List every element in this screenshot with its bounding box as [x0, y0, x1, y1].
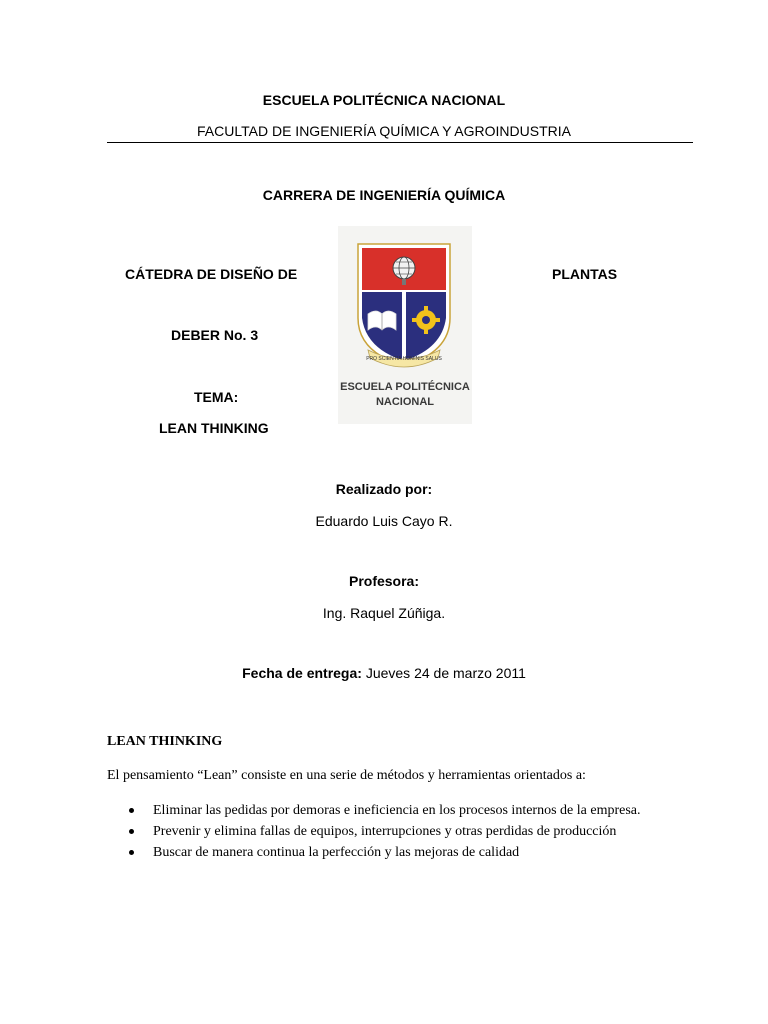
objectives-list — [126, 800, 661, 863]
header-divider — [107, 142, 693, 143]
author-label: Realizado por: — [335, 481, 433, 497]
list-item: Eliminar las pedidas por demoras e ineficiencia en los procesos internos de la empresa. — [126, 800, 661, 821]
bullet-icon — [129, 850, 134, 855]
logo-text-line1: ESCUELA POLITÉCNICA — [340, 381, 470, 393]
section-heading: LEAN THINKING — [107, 734, 223, 749]
list-item: Buscar de manera continua la perfección y las mejoras de calidad — [126, 842, 661, 863]
faculty-title: FACULTAD DE INGENIERÍA QUÍMICA Y AGROINDUSTRIA — [197, 123, 571, 139]
intro-paragraph: El pensamiento “Lean” consiste en una serie de métodos y herramientas orientados a: — [107, 768, 586, 783]
topic-label: TEMA: — [194, 389, 239, 405]
delivery-date-value: Jueves 24 de marzo 2011 — [361, 665, 526, 681]
catedra-label: CÁTEDRA DE DISEÑO DE — [125, 266, 298, 282]
delivery-date-label: Fecha de entrega: — [242, 665, 362, 681]
author-name: Eduardo Luis Cayo R. — [315, 513, 453, 529]
assignment-number: DEBER No. 3 — [171, 327, 259, 343]
delivery-date-line — [0, 665, 768, 681]
catedra-label-continued: PLANTAS — [552, 266, 618, 282]
epn-shield-icon — [338, 226, 472, 424]
bullet-icon — [129, 829, 134, 834]
logo-motto: PRO SCIENTIA HOMINIS SALUS — [366, 356, 442, 362]
list-item: Prevenir y elimina fallas de equipos, interrupciones y otras perdidas de producción — [126, 821, 661, 842]
professor-name: Ing. Raquel Zúñiga. — [322, 605, 446, 621]
logo-text-line2: NACIONAL — [375, 396, 435, 408]
topic-value: LEAN THINKING — [159, 420, 269, 436]
epn-logo — [338, 226, 472, 424]
bullet-icon — [129, 808, 134, 813]
professor-label: Profesora: — [348, 573, 420, 589]
institution-title: ESCUELA POLITÉCNICA NACIONAL — [262, 92, 506, 108]
career-title: CARRERA DE INGENIERÍA QUÍMICA — [262, 187, 506, 203]
